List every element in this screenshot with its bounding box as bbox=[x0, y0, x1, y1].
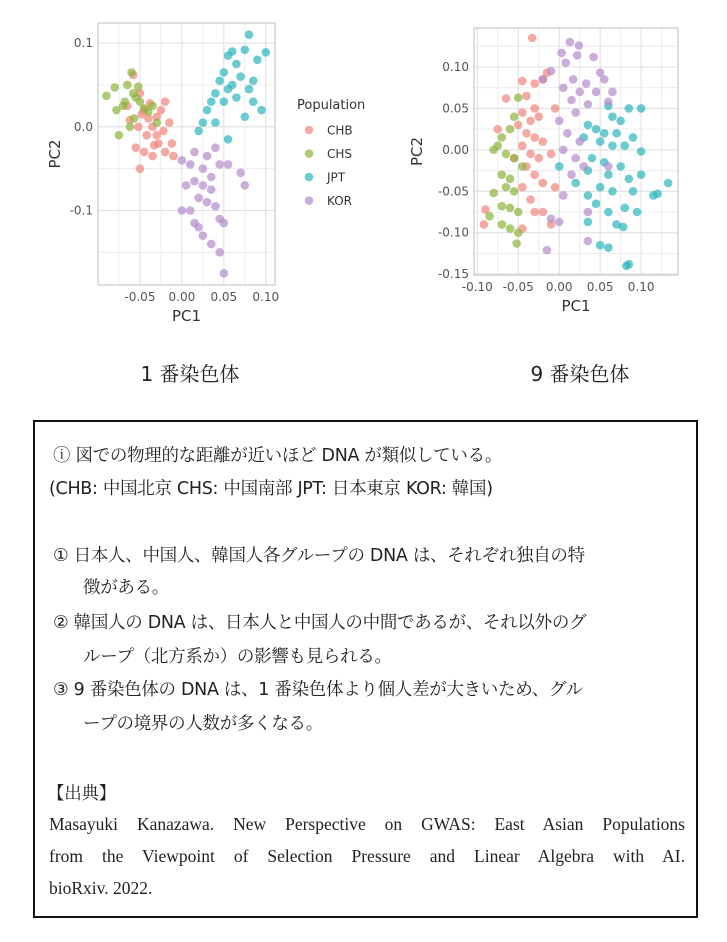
data-point-chb bbox=[161, 97, 170, 106]
data-point-kor bbox=[575, 137, 584, 146]
data-point-kor bbox=[236, 169, 245, 178]
data-point-kor bbox=[203, 152, 212, 161]
data-point-kor bbox=[584, 237, 593, 246]
data-point-kor bbox=[571, 154, 580, 163]
data-point-jpt bbox=[596, 241, 605, 250]
data-point-kor bbox=[178, 206, 187, 215]
data-point-kor bbox=[215, 160, 224, 169]
data-point-chb bbox=[530, 79, 539, 88]
x-tick-label: -0.05 bbox=[502, 280, 534, 294]
note-item-2-cont: ループ（北方系か）の影響も見られる。 bbox=[83, 647, 392, 667]
data-point-jpt bbox=[637, 104, 646, 113]
data-point-chb bbox=[161, 148, 170, 157]
data-point-chs bbox=[126, 122, 135, 131]
x-axis-label: PC1 bbox=[171, 307, 202, 325]
data-point-chb bbox=[539, 208, 548, 217]
data-point-chb bbox=[168, 139, 177, 148]
data-point-jpt bbox=[653, 189, 662, 198]
data-point-chs bbox=[512, 239, 521, 248]
legend-marker-kor bbox=[305, 196, 314, 205]
data-point-kor bbox=[199, 231, 208, 240]
source-line-1: Masayuki Kanazawa. New Perspective on GWAS: East Asian Populations bbox=[49, 814, 685, 834]
data-point-chs bbox=[123, 81, 132, 90]
data-point-chs bbox=[506, 204, 515, 213]
data-point-kor bbox=[561, 59, 570, 68]
data-point-kor bbox=[207, 240, 216, 249]
data-point-chb bbox=[551, 104, 560, 113]
data-point-jpt bbox=[236, 72, 245, 81]
data-point-kor bbox=[592, 88, 601, 97]
data-point-chs bbox=[510, 187, 519, 196]
data-point-chb bbox=[530, 208, 539, 217]
data-point-kor bbox=[589, 53, 598, 62]
x-axis-label: PC1 bbox=[561, 297, 591, 315]
data-point-kor bbox=[207, 185, 216, 194]
data-point-kor bbox=[241, 181, 250, 190]
data-point-chs bbox=[514, 93, 523, 102]
data-point-jpt bbox=[637, 170, 646, 179]
data-point-chs bbox=[498, 170, 507, 179]
data-point-kor bbox=[579, 162, 588, 171]
data-point-jpt bbox=[596, 183, 605, 192]
data-point-jpt bbox=[596, 137, 605, 146]
data-point-chs bbox=[489, 146, 498, 155]
data-point-chb bbox=[526, 117, 535, 126]
data-point-jpt bbox=[203, 106, 212, 115]
data-point-jpt bbox=[194, 127, 203, 136]
data-point-kor bbox=[199, 164, 208, 173]
data-point-chb bbox=[518, 183, 527, 192]
data-point-kor bbox=[190, 219, 199, 228]
data-point-kor bbox=[582, 79, 591, 88]
x-tick-label: 0.10 bbox=[252, 290, 280, 304]
data-point-jpt bbox=[625, 175, 634, 184]
data-point-kor bbox=[207, 173, 216, 182]
data-point-chs bbox=[127, 68, 136, 77]
data-point-jpt bbox=[592, 125, 601, 134]
y-axis-label: PC2 bbox=[408, 136, 426, 167]
scatter-plot-chr1 bbox=[40, 20, 380, 330]
note-item-1: ① 日本人、中国人、韓国人各グループの DNA は、それぞれ独自の特 bbox=[53, 546, 585, 566]
legend-marker-chb bbox=[305, 126, 314, 135]
data-point-kor bbox=[190, 177, 199, 186]
y-tick-label: -0.1 bbox=[69, 203, 93, 218]
data-point-chb bbox=[530, 170, 539, 179]
data-point-jpt bbox=[664, 179, 673, 188]
data-point-chs bbox=[110, 83, 119, 92]
source-heading: 【出典】 bbox=[47, 784, 116, 804]
data-point-chs bbox=[502, 150, 511, 159]
data-point-kor bbox=[215, 248, 224, 257]
data-point-chb bbox=[136, 164, 145, 173]
data-point-chb bbox=[140, 148, 149, 157]
x-tick-label: 0.05 bbox=[586, 280, 614, 294]
y-tick-label: -0.10 bbox=[437, 225, 469, 240]
data-point-jpt bbox=[625, 260, 634, 269]
data-point-kor bbox=[573, 51, 582, 60]
data-point-chb bbox=[142, 131, 151, 140]
data-point-chs bbox=[498, 133, 507, 142]
data-point-jpt bbox=[224, 135, 233, 144]
data-point-jpt bbox=[608, 141, 617, 150]
data-point-chb bbox=[526, 195, 535, 204]
note-item-1-cont: 徴がある。 bbox=[83, 578, 169, 598]
data-point-kor bbox=[555, 117, 564, 126]
data-point-jpt bbox=[604, 208, 613, 217]
data-point-chs bbox=[502, 183, 511, 192]
data-point-chs bbox=[514, 208, 523, 217]
legend-label-kor: KOR bbox=[327, 194, 352, 208]
data-point-kor bbox=[567, 96, 576, 105]
data-point-chb bbox=[534, 154, 543, 163]
data-point-chb bbox=[514, 121, 523, 130]
note-item-3: ③ 9 番染色体の DNA は、1 番染色体より個人差が大きいため、グル bbox=[53, 680, 583, 700]
data-point-kor bbox=[566, 38, 575, 47]
data-point-jpt bbox=[207, 97, 216, 106]
data-point-kor bbox=[571, 108, 580, 117]
data-point-kor bbox=[211, 202, 220, 211]
data-point-chs bbox=[510, 154, 519, 163]
data-point-kor bbox=[575, 88, 584, 97]
data-point-chb bbox=[480, 220, 489, 229]
note-info: ⓘ 図での物理的な距離が近いほど DNA が類似している。 bbox=[53, 446, 503, 466]
data-point-jpt bbox=[571, 179, 580, 188]
data-point-chs bbox=[102, 92, 111, 101]
data-point-jpt bbox=[616, 162, 625, 171]
data-point-kor bbox=[224, 160, 233, 169]
x-tick-label: 0.00 bbox=[168, 290, 196, 304]
data-point-jpt bbox=[625, 104, 634, 113]
data-point-kor bbox=[543, 246, 552, 255]
data-point-chs bbox=[121, 97, 130, 106]
data-point-chb bbox=[551, 183, 560, 192]
legend-label-chb: CHB bbox=[327, 123, 353, 138]
data-point-chb bbox=[131, 143, 140, 152]
data-point-chs bbox=[148, 102, 157, 111]
data-point-chb bbox=[522, 92, 531, 101]
data-point-kor bbox=[559, 191, 568, 200]
data-point-chb bbox=[150, 141, 159, 150]
note-item-3-cont: ープの境界の人数が多くなる。 bbox=[83, 714, 323, 734]
data-point-jpt bbox=[199, 118, 208, 127]
legend-title: Population bbox=[297, 98, 366, 113]
data-point-jpt bbox=[629, 187, 638, 196]
data-point-kor bbox=[547, 67, 556, 76]
data-point-chs bbox=[506, 175, 515, 184]
data-point-jpt bbox=[592, 199, 601, 208]
y-tick-label: 0.00 bbox=[442, 142, 469, 157]
y-tick-label: 0.1 bbox=[73, 36, 93, 51]
data-point-kor bbox=[186, 206, 195, 215]
data-point-chb bbox=[530, 133, 539, 142]
x-tick-label: -0.05 bbox=[124, 290, 156, 304]
data-point-jpt bbox=[584, 191, 593, 200]
data-point-kor bbox=[220, 269, 229, 278]
data-point-chs bbox=[498, 220, 507, 229]
data-point-jpt bbox=[220, 68, 229, 77]
note-item-2: ② 韓国人の DNA は、日本人と中国人の中間であるが、それ以外のグ bbox=[53, 613, 587, 633]
data-point-jpt bbox=[633, 208, 642, 217]
data-point-kor bbox=[178, 156, 187, 165]
caption-chr1: 1 番染色体 bbox=[140, 362, 240, 386]
y-tick-label: 0.0 bbox=[73, 119, 93, 134]
data-point-kor bbox=[199, 181, 208, 190]
data-point-jpt bbox=[224, 51, 233, 60]
data-point-jpt bbox=[616, 117, 625, 126]
data-point-chs bbox=[152, 118, 161, 127]
y-axis-label: PC2 bbox=[46, 139, 64, 169]
source-line-2: from the Viewpoint of Selection Pressure and Linear Algebra with AI. bbox=[49, 846, 685, 866]
data-point-kor bbox=[575, 41, 584, 50]
data-point-kor bbox=[600, 75, 609, 84]
legend-label-chs: CHS bbox=[327, 147, 353, 161]
data-point-kor bbox=[186, 160, 195, 169]
data-point-jpt bbox=[261, 48, 270, 57]
x-tick-label: -0.10 bbox=[461, 280, 493, 294]
data-point-chb bbox=[547, 150, 556, 159]
data-point-jpt bbox=[220, 97, 229, 106]
data-point-jpt bbox=[211, 89, 220, 98]
data-point-jpt bbox=[215, 76, 224, 85]
data-point-kor bbox=[567, 170, 576, 179]
x-tick-label: 0.00 bbox=[545, 280, 573, 294]
data-point-jpt bbox=[584, 121, 593, 130]
y-tick-label: 0.05 bbox=[442, 101, 469, 116]
data-point-jpt bbox=[232, 93, 241, 102]
data-point-kor bbox=[203, 198, 212, 207]
data-point-kor bbox=[190, 148, 199, 157]
data-point-chb bbox=[518, 77, 527, 86]
data-point-kor bbox=[539, 75, 548, 84]
source-line-3: bioRxiv. 2022. bbox=[49, 878, 153, 898]
data-point-jpt bbox=[232, 60, 241, 69]
data-point-jpt bbox=[612, 129, 621, 138]
x-tick-label: 0.05 bbox=[210, 290, 238, 304]
data-point-kor bbox=[220, 219, 229, 228]
data-point-jpt bbox=[619, 223, 628, 232]
data-point-kor bbox=[604, 97, 613, 106]
data-point-chb bbox=[134, 122, 143, 131]
data-point-jpt bbox=[600, 129, 609, 138]
data-point-jpt bbox=[257, 106, 266, 115]
data-point-jpt bbox=[620, 204, 629, 213]
data-point-chb bbox=[148, 152, 157, 161]
data-point-kor bbox=[604, 162, 613, 171]
data-point-kor bbox=[584, 100, 593, 109]
data-point-chb bbox=[526, 150, 535, 159]
data-point-chb bbox=[165, 118, 174, 127]
data-point-chb bbox=[522, 129, 531, 138]
data-point-chs bbox=[506, 224, 515, 233]
y-tick-label: 0.10 bbox=[442, 59, 469, 74]
data-point-chb bbox=[169, 152, 178, 161]
data-point-jpt bbox=[637, 147, 646, 156]
data-point-jpt bbox=[588, 154, 597, 163]
data-point-chb bbox=[534, 112, 543, 121]
data-point-chs bbox=[506, 125, 515, 134]
data-point-jpt bbox=[608, 187, 617, 196]
caption-chr9: 9 番染色体 bbox=[530, 362, 630, 386]
data-point-chs bbox=[115, 131, 124, 140]
legend-marker-jpt bbox=[305, 173, 314, 182]
data-point-chs bbox=[510, 112, 519, 121]
data-point-kor bbox=[547, 214, 556, 223]
y-tick-label: -0.15 bbox=[437, 267, 469, 282]
data-point-chb bbox=[502, 94, 511, 103]
data-point-jpt bbox=[555, 162, 564, 171]
data-point-chs bbox=[130, 114, 139, 123]
data-point-jpt bbox=[249, 97, 258, 106]
note-legend: (CHB: 中国北京 CHS: 中国南部 JPT: 日本東京 KOR: 韓国) bbox=[49, 479, 493, 499]
data-point-kor bbox=[608, 88, 617, 97]
data-point-jpt bbox=[608, 112, 617, 121]
data-point-kor bbox=[563, 129, 572, 138]
data-point-kor bbox=[584, 208, 593, 217]
data-point-chb bbox=[539, 179, 548, 188]
data-point-chb bbox=[528, 34, 537, 43]
data-point-kor bbox=[182, 181, 191, 190]
data-point-jpt bbox=[245, 85, 254, 94]
data-point-kor bbox=[555, 218, 564, 227]
data-point-jpt bbox=[241, 112, 250, 121]
data-point-jpt bbox=[629, 133, 638, 142]
data-point-chs bbox=[514, 228, 523, 237]
data-point-chs bbox=[485, 212, 494, 221]
data-point-chs bbox=[134, 82, 143, 91]
y-tick-label: -0.05 bbox=[437, 184, 469, 199]
legend-label-jpt: JPT bbox=[327, 170, 346, 185]
data-point-chs bbox=[498, 202, 507, 211]
data-point-jpt bbox=[245, 30, 254, 39]
data-point-chb bbox=[530, 104, 539, 113]
data-point-jpt bbox=[241, 45, 250, 54]
data-point-chb bbox=[539, 137, 548, 146]
data-point-chb bbox=[159, 127, 168, 136]
data-point-chb bbox=[518, 108, 527, 117]
data-point-jpt bbox=[584, 218, 593, 227]
data-point-chs bbox=[489, 189, 498, 198]
x-tick-label: 0.10 bbox=[627, 280, 655, 294]
scatter-plot-chr9 bbox=[400, 20, 700, 330]
data-point-chb bbox=[493, 125, 502, 134]
legend-marker-chs bbox=[305, 149, 314, 158]
data-point-jpt bbox=[620, 141, 629, 150]
data-point-chs bbox=[518, 162, 527, 171]
data-point-kor bbox=[559, 83, 568, 92]
notes-box bbox=[33, 420, 698, 918]
data-point-kor bbox=[569, 75, 578, 84]
data-point-kor bbox=[211, 143, 220, 152]
data-point-kor bbox=[557, 49, 566, 58]
data-point-jpt bbox=[224, 85, 233, 94]
data-point-jpt bbox=[253, 56, 262, 65]
data-point-jpt bbox=[604, 243, 613, 252]
data-point-jpt bbox=[249, 76, 258, 85]
data-point-kor bbox=[194, 194, 203, 203]
plot-panel bbox=[98, 23, 275, 285]
data-point-chb bbox=[518, 141, 527, 150]
data-point-jpt bbox=[604, 170, 613, 179]
data-point-jpt bbox=[211, 118, 220, 127]
data-point-kor bbox=[559, 146, 568, 155]
